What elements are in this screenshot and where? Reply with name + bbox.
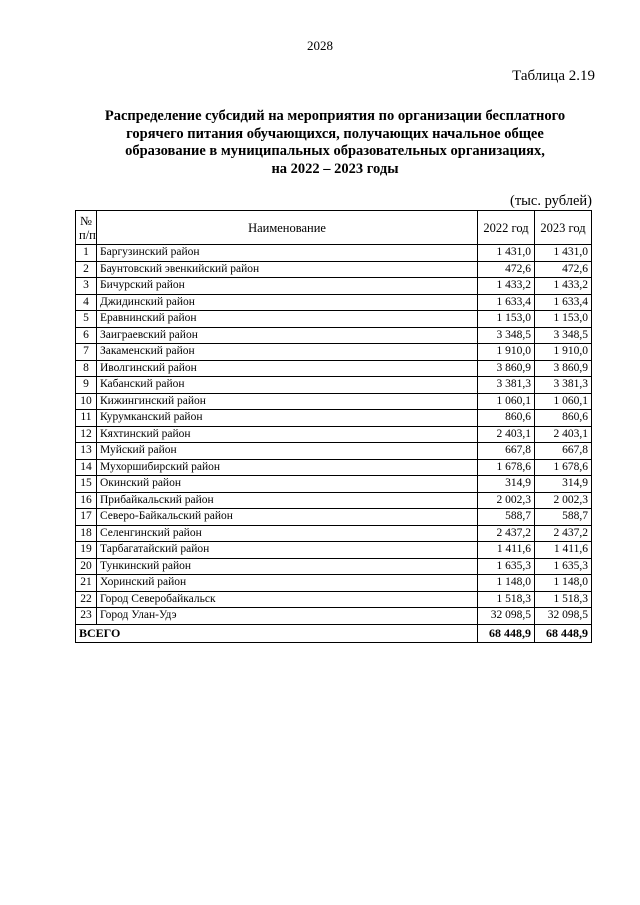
row-value-2022: 2 437,2 [478, 525, 535, 542]
row-name: Прибайкальский район [97, 492, 478, 509]
header-row [76, 211, 592, 245]
row-name: Еравнинский район [97, 311, 478, 328]
title-line-3: образование в муниципальных образовательных организациях, [125, 143, 545, 159]
row-value-2023: 1 518,3 [535, 591, 592, 608]
table-row [76, 327, 592, 344]
row-value-2022: 860,6 [478, 410, 535, 427]
row-number: 9 [76, 377, 97, 394]
row-number: 3 [76, 278, 97, 295]
row-name: Иволгинский район [97, 360, 478, 377]
table-row [76, 608, 592, 625]
table-row [76, 410, 592, 427]
total-2023: 68 448,9 [535, 624, 592, 642]
row-number: 12 [76, 426, 97, 443]
table-row [76, 443, 592, 460]
table-row [76, 476, 592, 493]
row-name: Окинский район [97, 476, 478, 493]
row-value-2022: 1 060,1 [478, 393, 535, 410]
row-number: 23 [76, 608, 97, 625]
row-number: 5 [76, 311, 97, 328]
row-name: Город Северобайкальск [97, 591, 478, 608]
table-row [76, 393, 592, 410]
row-number: 20 [76, 558, 97, 575]
row-value-2022: 1 148,0 [478, 575, 535, 592]
row-value-2022: 3 381,3 [478, 377, 535, 394]
row-name: Кяхтинский район [97, 426, 478, 443]
row-number: 8 [76, 360, 97, 377]
row-value-2023: 1 060,1 [535, 393, 592, 410]
row-value-2022: 1 633,4 [478, 294, 535, 311]
row-value-2023: 667,8 [535, 443, 592, 460]
row-number: 7 [76, 344, 97, 361]
row-name: Кабанский район [97, 377, 478, 394]
row-value-2022: 2 002,3 [478, 492, 535, 509]
row-value-2022: 314,9 [478, 476, 535, 493]
table-row [76, 509, 592, 526]
page-number: 2028 [307, 38, 333, 53]
table-row [76, 575, 592, 592]
header-name: Наименование [97, 211, 478, 245]
row-number: 17 [76, 509, 97, 526]
row-value-2023: 1 910,0 [535, 344, 592, 361]
title-line-4: на 2022 – 2023 годы [271, 160, 399, 177]
table-row [76, 426, 592, 443]
row-name: Муйский район [97, 443, 478, 460]
row-value-2023: 588,7 [535, 509, 592, 526]
row-value-2022: 32 098,5 [478, 608, 535, 625]
table-row [76, 525, 592, 542]
row-value-2022: 3 860,9 [478, 360, 535, 377]
table-row [76, 459, 592, 476]
table-row [76, 278, 592, 295]
row-number: 15 [76, 476, 97, 493]
row-value-2023: 2 403,1 [535, 426, 592, 443]
row-value-2022: 2 403,1 [478, 426, 535, 443]
table-label: Таблица 2.19 [512, 68, 595, 84]
table-row [76, 591, 592, 608]
row-value-2023: 472,6 [535, 261, 592, 278]
header-number-line-2: п/п [79, 227, 96, 242]
row-number: 11 [76, 410, 97, 427]
row-name: Тарбагатайский район [97, 542, 478, 559]
total-row [76, 624, 592, 642]
total-2022: 68 448,9 [478, 624, 535, 642]
row-value-2022: 1 411,6 [478, 542, 535, 559]
row-number: 22 [76, 591, 97, 608]
table-row [76, 377, 592, 394]
row-number: 16 [76, 492, 97, 509]
row-number: 1 [76, 245, 97, 262]
row-value-2022: 1 910,0 [478, 344, 535, 361]
row-value-2023: 3 860,9 [535, 360, 592, 377]
table-row [76, 492, 592, 509]
row-number: 13 [76, 443, 97, 460]
row-value-2023: 32 098,5 [535, 608, 592, 625]
row-value-2023: 3 348,5 [535, 327, 592, 344]
row-value-2023: 1 633,4 [535, 294, 592, 311]
row-name: Город Улан-Удэ [97, 608, 478, 625]
row-value-2022: 3 348,5 [478, 327, 535, 344]
header-number [76, 211, 97, 245]
title-line-1: Распределение субсидий на мероприятия по организации бесплатного [104, 108, 566, 124]
row-value-2023: 2 437,2 [535, 525, 592, 542]
row-number: 6 [76, 327, 97, 344]
row-name: Заиграевский район [97, 327, 478, 344]
row-name: Мухоршибирский район [97, 459, 478, 476]
header-2022: 2022 год [478, 211, 535, 245]
row-name: Курумканский район [97, 410, 478, 427]
units-note: (тыс. рублей) [510, 193, 592, 209]
row-value-2022: 1 431,0 [478, 245, 535, 262]
row-value-2022: 472,6 [478, 261, 535, 278]
row-number: 10 [76, 393, 97, 410]
table-row [76, 311, 592, 328]
row-value-2023: 314,9 [535, 476, 592, 493]
title-line-2: горячего питания обучающихся, получающих начальное общее [126, 125, 544, 142]
row-name: Хоринский район [97, 575, 478, 592]
table-row [76, 245, 592, 262]
row-number: 14 [76, 459, 97, 476]
table-row [76, 344, 592, 361]
row-value-2022: 1 518,3 [478, 591, 535, 608]
header-2023: 2023 год [535, 211, 592, 245]
subsidy-table [75, 210, 592, 643]
row-value-2022: 1 678,6 [478, 459, 535, 476]
row-number: 2 [76, 261, 97, 278]
row-value-2022: 1 635,3 [478, 558, 535, 575]
row-name: Кижингинский район [97, 393, 478, 410]
table-row [76, 294, 592, 311]
table-row [76, 261, 592, 278]
table-row [76, 360, 592, 377]
table-title [60, 108, 610, 178]
row-name: Джидинский район [97, 294, 478, 311]
row-value-2023: 860,6 [535, 410, 592, 427]
table-row [76, 542, 592, 559]
row-name: Селенгинский район [97, 525, 478, 542]
row-name: Баргузинский район [97, 245, 478, 262]
row-name: Тункинский район [97, 558, 478, 575]
table-row [76, 558, 592, 575]
row-value-2022: 1 153,0 [478, 311, 535, 328]
row-number: 19 [76, 542, 97, 559]
header-number-line-1: № [80, 213, 92, 228]
row-number: 4 [76, 294, 97, 311]
row-name: Закаменский район [97, 344, 478, 361]
row-value-2022: 1 433,2 [478, 278, 535, 295]
row-value-2023: 1 431,0 [535, 245, 592, 262]
total-label: ВСЕГО [76, 624, 478, 642]
row-value-2023: 1 148,0 [535, 575, 592, 592]
row-value-2023: 1 153,0 [535, 311, 592, 328]
row-value-2023: 1 635,3 [535, 558, 592, 575]
row-value-2023: 3 381,3 [535, 377, 592, 394]
row-value-2022: 667,8 [478, 443, 535, 460]
row-name: Баунтовский эвенкийский район [97, 261, 478, 278]
row-value-2023: 1 433,2 [535, 278, 592, 295]
row-name: Бичурский район [97, 278, 478, 295]
row-name: Северо-Байкальский район [97, 509, 478, 526]
row-value-2022: 588,7 [478, 509, 535, 526]
row-value-2023: 1 678,6 [535, 459, 592, 476]
table-body [76, 245, 592, 625]
row-value-2023: 2 002,3 [535, 492, 592, 509]
row-number: 21 [76, 575, 97, 592]
row-number: 18 [76, 525, 97, 542]
row-value-2023: 1 411,6 [535, 542, 592, 559]
